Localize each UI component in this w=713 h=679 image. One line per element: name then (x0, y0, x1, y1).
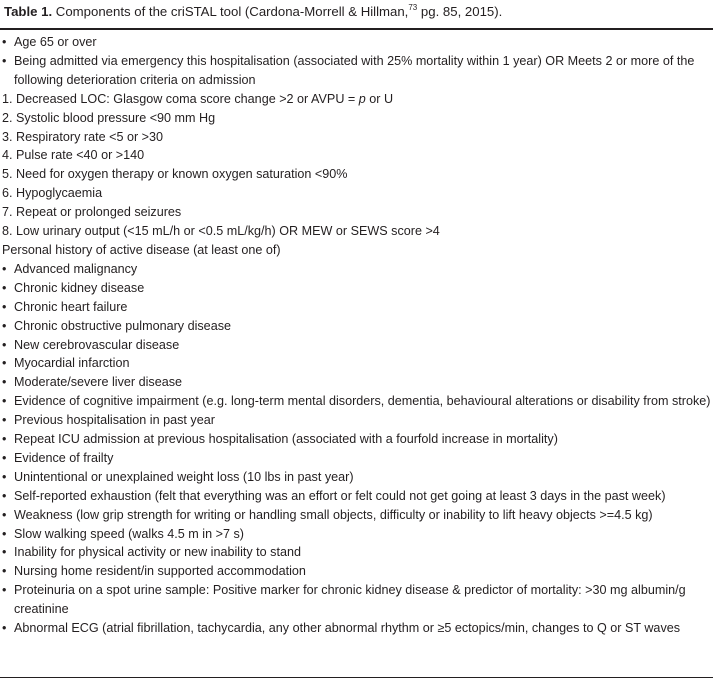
bullet-item (0, 619, 713, 638)
item-text: 4. Pulse rate <40 or >140 (2, 148, 145, 163)
item-text: Proteinuria on a spot urine sample: Positive marker for chronic kidney disease & predictor of mortality: >30 mg albumin/g creatinine (14, 583, 686, 617)
item-text: Chronic obstructive pulmonary disease (14, 318, 231, 333)
bullet-item (0, 525, 713, 544)
item-text: Nursing home resident/in supported accommodation (14, 564, 306, 579)
item-text: 2. Systolic blood pressure <90 mm Hg (2, 110, 216, 125)
bullet-item (0, 279, 713, 298)
bullet-item (0, 317, 713, 336)
citation-superscript: 73 (408, 2, 418, 12)
item-text: Repeat ICU admission at previous hospitalisation (associated with a fourfold increase in mortality) (14, 432, 558, 447)
top-rule (0, 28, 713, 30)
item-text: Being admitted via emergency this hospitalisation (associated with 25% mortality within 1 year) OR Meets 2 or more of the following deterioration criteria on admission (14, 53, 695, 87)
caption-text: Components of the criSTAL tool (Cardona-Morrell & Hillman, (52, 4, 409, 19)
caption-text-end: pg. 85, 2015). (417, 4, 503, 19)
bullet-item (0, 298, 713, 317)
bullet-item (0, 354, 713, 373)
item-text: 3. Respiratory rate <5 or >30 (2, 129, 164, 144)
bullet-item (0, 430, 713, 449)
item-text: Myocardial infarction (14, 356, 130, 371)
bullet-item (0, 506, 713, 525)
list-item (0, 109, 713, 128)
list-item (0, 184, 713, 203)
item-text: Chronic kidney disease (14, 280, 145, 295)
bullet-item (0, 411, 713, 430)
item-text-tail: or U (365, 91, 394, 106)
bullet-item (0, 543, 713, 562)
item-text: 7. Repeat or prolonged seizures (2, 205, 182, 220)
item-text: Personal history of active disease (at least one of) (2, 242, 281, 257)
bullet-item (0, 562, 713, 581)
bullet-item (0, 581, 713, 619)
list-item (0, 165, 713, 184)
bullet-item (0, 336, 713, 355)
bottom-rule (0, 677, 713, 678)
bullet-item (0, 33, 713, 52)
list-item (0, 90, 713, 109)
item-text: Age 65 or over (14, 35, 97, 49)
bullet-item (0, 392, 713, 411)
bullet-item (0, 487, 713, 506)
table-body (0, 33, 713, 638)
item-text: New cerebrovascular disease (14, 337, 180, 352)
item-text: Evidence of cognitive impairment (e.g. long-term mental disorders, dementia, behavioural alterations or disability from stroke) (14, 394, 711, 409)
item-text: Weakness (low grip strength for writing or handling small objects, difficulty or inability to lift heavy objects >=4.5 kg) (14, 507, 653, 522)
item-text: Abnormal ECG (atrial fibrillation, tachycardia, any other abnormal rhythm or ≥5 ectopics/min, changes to Q or ST waves (14, 621, 681, 636)
item-text: Evidence of frailty (14, 450, 114, 465)
item-text: Advanced malignancy (14, 261, 138, 276)
bullet-item (0, 468, 713, 487)
table-caption (4, 4, 709, 20)
item-text: Moderate/severe liver disease (14, 375, 182, 390)
item-text: 8. Low urinary output (<15 mL/h or <0.5 mL/kg/h) OR MEW or SEWS score >4 (2, 224, 440, 239)
item-text: Unintentional or unexplained weight loss (10 lbs in past year) (14, 469, 354, 484)
bullet-item (0, 449, 713, 468)
list-item (0, 203, 713, 222)
item-text: 5. Need for oxygen therapy or known oxygen saturation <90% (2, 167, 348, 182)
item-text-italic: p (358, 91, 366, 106)
item-text: Previous hospitalisation in past year (14, 413, 215, 428)
bullet-item (0, 373, 713, 392)
item-text: Slow walking speed (walks 4.5 m in >7 s) (14, 526, 244, 541)
list-item (0, 241, 713, 260)
list-item (0, 222, 713, 241)
table-label: Table 1. (4, 4, 53, 19)
bullet-item (0, 260, 713, 279)
item-text: 1. Decreased LOC: Glasgow coma score change >2 or AVPU = (2, 91, 359, 106)
item-text: Chronic heart failure (14, 299, 128, 314)
bullet-item (0, 52, 713, 90)
item-text: Self-reported exhaustion (felt that everything was an effort or felt could not get going at least 3 days in the past week) (14, 488, 666, 503)
item-text: 6. Hypoglycaemia (2, 186, 103, 201)
list-item (0, 128, 713, 147)
item-text: Inability for physical activity or new inability to stand (14, 545, 301, 560)
list-item (0, 146, 713, 165)
